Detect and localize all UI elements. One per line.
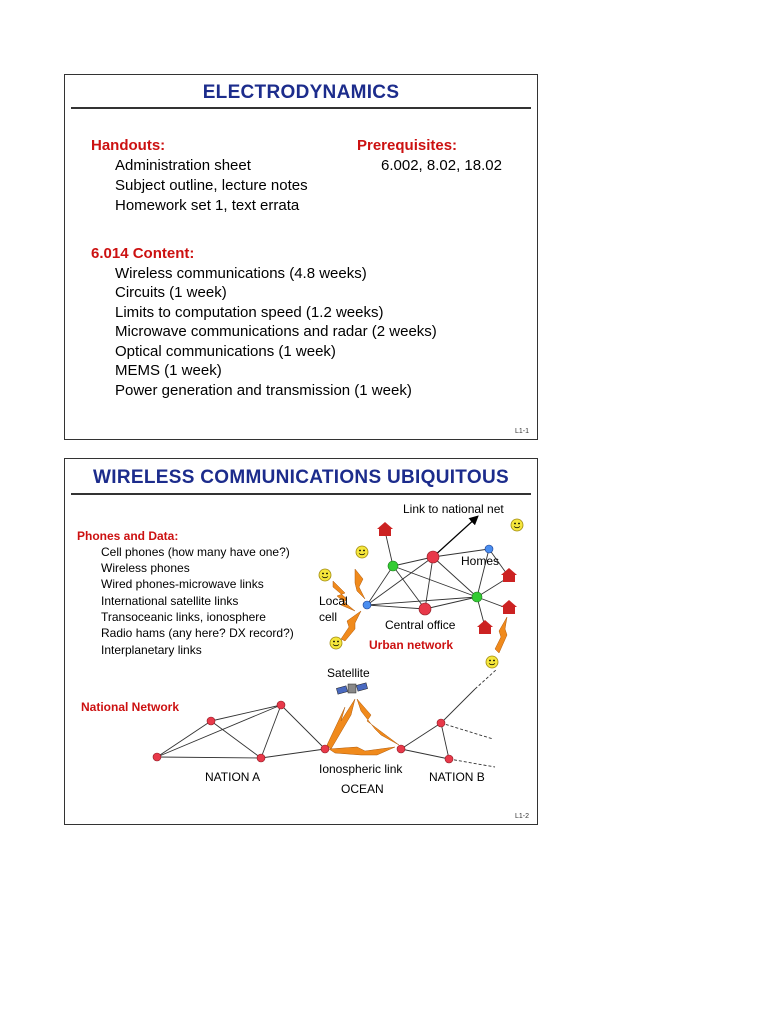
national-link-arrow bbox=[433, 517, 477, 557]
node-green bbox=[388, 561, 398, 571]
node-red bbox=[153, 753, 161, 761]
node-red bbox=[419, 603, 431, 615]
phones-item: International satellite links bbox=[101, 594, 239, 608]
nation-a-label: NATION A bbox=[205, 770, 261, 784]
node-red bbox=[427, 551, 439, 563]
smiley-icon bbox=[511, 519, 523, 531]
house-icon bbox=[501, 600, 517, 614]
phones-item: Transoceanic links, ionosphere bbox=[101, 610, 266, 624]
house-icon bbox=[477, 620, 493, 634]
node-red bbox=[257, 754, 265, 762]
node-blue bbox=[363, 601, 371, 609]
ionospheric-link-label: Ionospheric link bbox=[319, 762, 403, 776]
node-red bbox=[445, 755, 453, 763]
node-green bbox=[472, 592, 482, 602]
content-item: Circuits (1 week) bbox=[115, 284, 227, 301]
handout-item: Homework set 1, text errata bbox=[115, 197, 300, 214]
phones-item: Interplanetary links bbox=[101, 643, 202, 657]
satellite-icon bbox=[336, 683, 367, 694]
node-red bbox=[277, 701, 285, 709]
content-item: Wireless communications (4.8 weeks) bbox=[115, 265, 367, 282]
node-red bbox=[437, 719, 445, 727]
content-item: Optical communications (1 week) bbox=[115, 343, 336, 360]
content-item: Power generation and transmission (1 week) bbox=[115, 382, 412, 399]
slide-wireless bbox=[64, 458, 538, 825]
node-red bbox=[207, 717, 215, 725]
link-national-label: Link to national net bbox=[403, 502, 504, 516]
content-item: Limits to computation speed (1.2 weeks) bbox=[115, 304, 384, 321]
central-office-label: Central office bbox=[385, 618, 456, 632]
phones-item: Wireless phones bbox=[101, 561, 190, 575]
national-network-label: National Network bbox=[81, 700, 180, 714]
smiley-icon bbox=[330, 637, 342, 649]
handout-item: Administration sheet bbox=[115, 157, 251, 174]
local-cell-label: Local bbox=[319, 594, 348, 608]
content-item: MEMS (1 week) bbox=[115, 362, 222, 379]
satellite-label: Satellite bbox=[327, 666, 370, 680]
node-blue bbox=[485, 545, 493, 553]
smiley-icon bbox=[486, 656, 498, 668]
ocean-label: OCEAN bbox=[341, 782, 384, 796]
local-cell-label: cell bbox=[319, 610, 338, 624]
smiley-icon bbox=[319, 569, 331, 581]
slide-title: ELECTRODYNAMICS bbox=[202, 82, 400, 103]
house-icon bbox=[501, 568, 517, 582]
content-heading: 6.014 Content: bbox=[91, 245, 195, 262]
prerequisites-heading: Prerequisites: bbox=[357, 137, 458, 154]
phones-item: Radio hams (any here? DX record?) bbox=[101, 626, 294, 640]
node-red bbox=[397, 745, 405, 753]
phones-item: Wired phones-microwave links bbox=[101, 577, 264, 591]
node-red bbox=[321, 745, 329, 753]
long-distance-beams bbox=[327, 699, 399, 755]
nation-b-label: NATION B bbox=[429, 770, 485, 784]
prerequisites-value: 6.002, 8.02, 18.02 bbox=[381, 157, 502, 174]
handouts-heading: Handouts: bbox=[91, 137, 166, 154]
slide-electrodynamics bbox=[64, 74, 538, 440]
urban-network-label: Urban network bbox=[369, 638, 454, 652]
smiley-icon bbox=[356, 546, 368, 558]
network-diagram bbox=[65, 459, 539, 826]
slide-title: WIRELESS COMMUNICATIONS UBIQUITOUS bbox=[93, 467, 509, 488]
phones-heading: Phones and Data: bbox=[77, 529, 179, 543]
content-item: Microwave communications and radar (2 weeks) bbox=[115, 323, 437, 340]
page-number: L1-2 bbox=[514, 813, 529, 820]
house-icon bbox=[377, 522, 393, 536]
title-rule bbox=[71, 107, 531, 109]
homes-label: Homes bbox=[461, 554, 500, 568]
page-number: L1-1 bbox=[514, 428, 529, 435]
handout-item: Subject outline, lecture notes bbox=[115, 177, 308, 194]
phones-item: Cell phones (how many have one?) bbox=[101, 545, 290, 559]
